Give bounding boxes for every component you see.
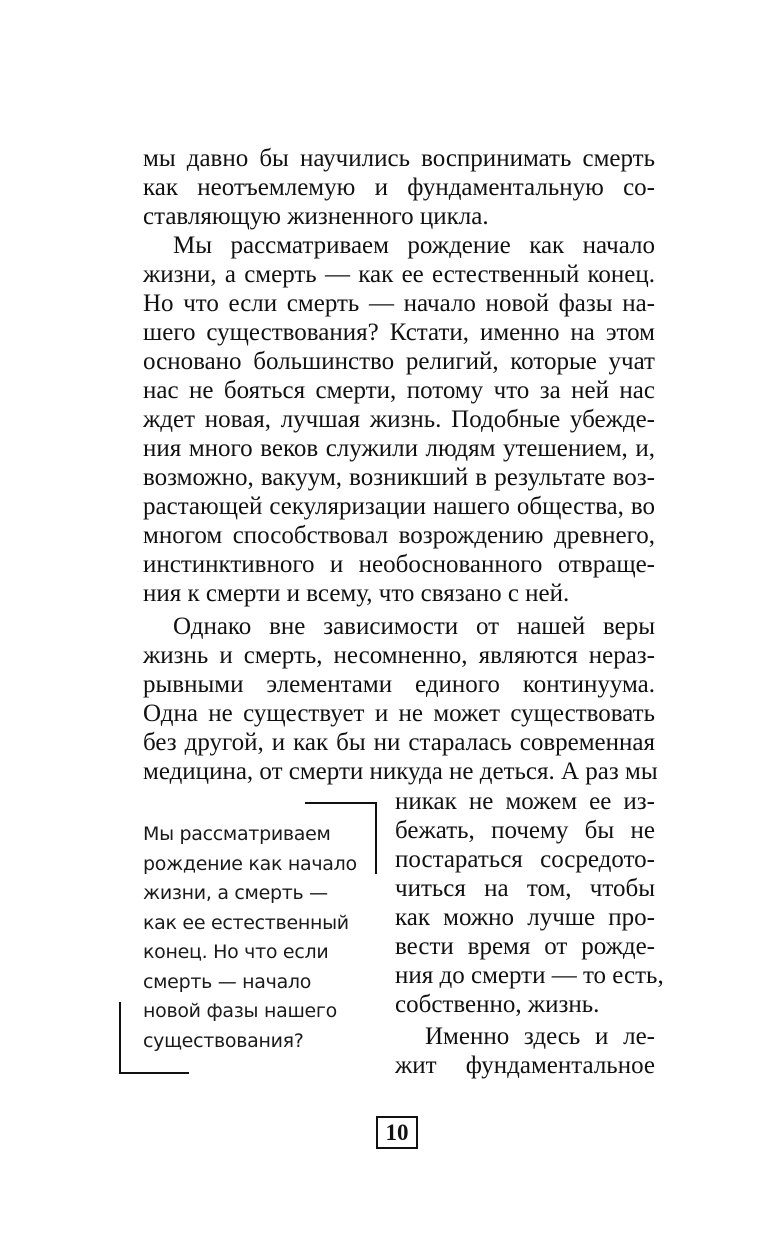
body-text-line: растающей секуляризации нашего общества, во: [143, 493, 655, 520]
column-text-line: бежать, почему бы не: [395, 817, 655, 844]
body-text-line: ния много веков служили людям утешением, и,: [143, 435, 655, 462]
body-text-line: жизни, а смерть — как ее естественный конец.: [143, 261, 655, 288]
body-text-line: Однако вне зависимости от нашей веры: [173, 613, 655, 640]
page-number: 10: [376, 1116, 418, 1149]
pull-quote-line: Мы рассматриваем: [143, 823, 331, 845]
pull-quote-line: как ее естественный: [143, 911, 349, 934]
column-text-line: вести время от рожде-: [395, 933, 655, 960]
pull-quote-line: смерть — начало: [143, 970, 312, 993]
column-text-line: Именно здесь и ле-: [425, 1023, 655, 1050]
body-text-line: инстинктивного и необоснованного отвраще-: [143, 551, 655, 578]
pull-quote-bracket-bottom: [119, 1072, 189, 1074]
column-text-line: постараться сосредото-: [395, 846, 655, 873]
body-text-line: многом способствовал возрождению древнего,: [143, 522, 655, 549]
body-text-line: ждет новая, лучшая жизнь. Подобные убежде-: [143, 406, 655, 433]
column-text-line: читься на том, чтобы: [395, 875, 655, 902]
pull-quote-line: новой фазы нашего: [143, 1000, 337, 1022]
body-text-line: Мы рассматриваем рождение как начало: [173, 232, 655, 259]
body-text-line: жизнь и смерть, несомненно, являются нераз-: [143, 642, 655, 669]
body-text-line: рывными элементами единого континуума.: [143, 671, 655, 698]
pull-quote-line: рождение как начало: [143, 852, 357, 875]
pull-quote: [143, 820, 383, 1056]
column-text-line: жит фундаментальное: [395, 1052, 655, 1079]
body-text-line: Одна не существует и не может существовать: [143, 700, 655, 727]
column-text-line: никак не можем ее из-: [395, 788, 655, 815]
body-text-line: нас не бояться смерти, потому что за ней нас: [143, 377, 655, 404]
pull-quote-line: конец. Но что если: [143, 941, 329, 963]
body-text-line: без другой, и как бы ни старалась современная: [143, 729, 655, 756]
column-text-line: ния до смерти — то есть,: [395, 962, 664, 989]
body-text-line: шего существования? Кстати, именно на этом: [143, 319, 655, 346]
body-text-line: как неотъемлемую и фундаментальную со-: [143, 174, 655, 201]
column-text-line: собственно, жизнь.: [395, 991, 600, 1018]
pull-quote-bracket-top: [305, 802, 377, 804]
body-text-line: медицина, от смерти никуда не деться. А раз мы: [143, 758, 658, 785]
body-text-line: мы давно бы научились воспринимать смерть: [143, 145, 655, 172]
pull-quote-line: существования?: [143, 1029, 304, 1052]
pull-quote-bracket-bottom-left: [119, 1002, 121, 1074]
body-text-line: основано большинство религий, которые учат: [143, 348, 655, 375]
body-text-line: Но что если смерть — начало новой фазы на-: [143, 290, 655, 317]
body-text-line: ставляющую жизненного цикла.: [143, 203, 489, 230]
column-text-line: как можно лучше про-: [395, 904, 655, 931]
body-text-line: ния к смерти и всему, что связано с ней.: [143, 580, 570, 607]
pull-quote-line: жизни, а смерть —: [143, 882, 328, 904]
body-text-line: возможно, вакуум, возникший в результате воз-: [143, 464, 655, 491]
